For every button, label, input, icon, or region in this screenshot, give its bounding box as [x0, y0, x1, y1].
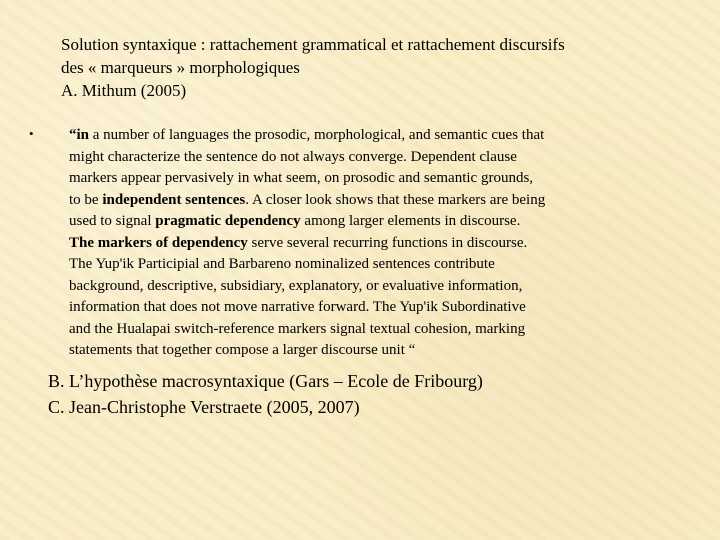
quote-line-5	[69, 211, 659, 233]
point-c: C. Jean-Christophe Verstraete (2005, 2007)	[48, 397, 360, 417]
quote-line-9	[69, 297, 659, 319]
quote-segment: might characterize the sentence do not always converge. Dependent clause	[69, 148, 517, 165]
quote-segment: background, descriptive, subsidiary, explanatory, or evaluative information,	[69, 277, 523, 294]
quote-segment: serve several recurring functions in discourse.	[247, 234, 528, 251]
title-line-1: Solution syntaxique : rattachement grammatical et rattachement discursifs	[61, 35, 565, 54]
bullet-marker: •	[29, 126, 34, 141]
quote-segment: a number of languages the prosodic, morphological, and semantic cues that	[89, 127, 545, 143]
quote-segment: and the Hualapai switch-reference markers signal textual cohesion, marking	[69, 320, 526, 337]
quote-line-10	[69, 319, 659, 341]
extra-points	[48, 368, 483, 420]
title-line-3: A. Mithum (2005)	[61, 81, 187, 100]
quote-segment: to be	[69, 191, 103, 208]
quote-line-7	[69, 254, 659, 276]
quote-segment: markers appear pervasively in what seem, on prosodic and semantic grounds,	[69, 170, 534, 186]
quote-line-6	[69, 233, 659, 255]
quote-segment: . A closer look shows that these markers are being	[245, 191, 546, 208]
quote-segment-bold: “in	[69, 127, 90, 143]
quote-line-1	[69, 125, 659, 147]
quote-paragraph	[69, 125, 659, 362]
quote-segment-bold: independent sentences	[102, 191, 246, 208]
quote-segment: statements that together compose a larger discourse unit “	[69, 342, 416, 358]
quote-segment-bold: pragmatic dependency	[155, 213, 301, 229]
quote-line-3	[69, 168, 659, 190]
quote-line-11	[69, 340, 659, 362]
quote-segment: The Yup'ik Participial and Barbareno nominalized sentences contribute	[69, 256, 495, 272]
quote-line-4	[69, 190, 659, 212]
point-b: B. L’hypothèse macrosyntaxique (Gars – Ecole de Fribourg)	[48, 371, 483, 391]
quote-segment: used to signal	[69, 213, 156, 229]
quote-segment-bold: The markers of dependency	[69, 234, 248, 251]
quote-segment: among larger elements in discourse.	[300, 213, 521, 229]
title-line-2: des « marqueurs » morphologiques	[61, 58, 300, 77]
slide-title	[61, 33, 701, 102]
quote-line-2	[69, 147, 659, 169]
quote-line-8	[69, 276, 659, 298]
quote-segment: information that does not move narrative forward. The Yup'ik Subordinative	[69, 299, 526, 315]
